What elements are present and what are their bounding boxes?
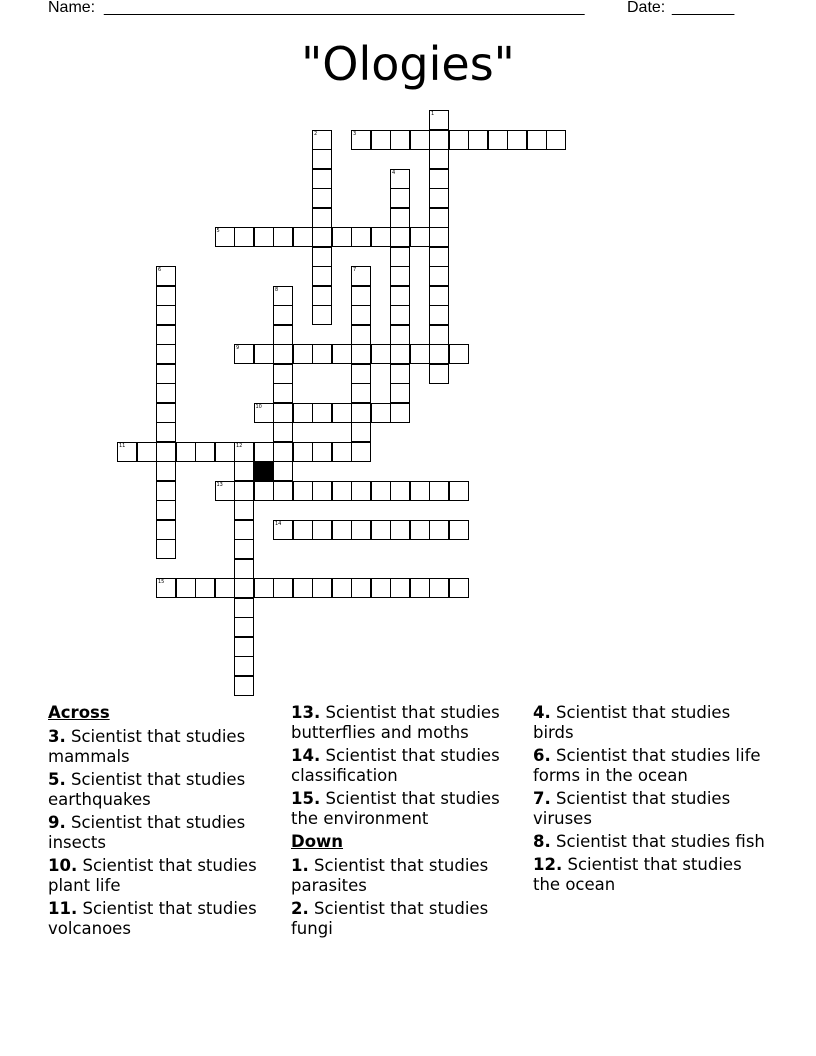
grid-cell[interactable] — [449, 520, 469, 540]
grid-cell[interactable] — [273, 481, 293, 501]
grid-cell[interactable] — [156, 364, 176, 384]
grid-cell[interactable] — [312, 227, 332, 247]
clue-number: 15. — [291, 789, 321, 808]
clue-number-9: 9 — [236, 345, 240, 351]
grid-cell[interactable] — [312, 130, 332, 150]
grid-cell[interactable] — [176, 442, 196, 462]
grid-cell[interactable] — [273, 305, 293, 325]
clue-number-8: 8 — [275, 286, 279, 293]
grid-cell[interactable] — [312, 481, 332, 501]
grid-cell[interactable] — [449, 481, 469, 501]
grid-cell[interactable] — [429, 247, 449, 267]
clues-heading-across: Across — [48, 703, 110, 722]
grid-cell[interactable] — [312, 520, 332, 540]
grid-cell[interactable] — [449, 130, 469, 150]
grid-cell[interactable] — [254, 344, 274, 364]
grid-cell[interactable] — [410, 481, 430, 501]
grid-cell[interactable] — [390, 325, 410, 345]
grid-cell[interactable] — [390, 364, 410, 384]
grid-cell[interactable] — [254, 578, 274, 598]
grid-cell[interactable] — [273, 422, 293, 442]
grid-cell[interactable] — [351, 578, 371, 598]
grid-cell[interactable] — [156, 520, 176, 540]
name-blank-line[interactable]: ______________________________________________________ — [104, 0, 585, 16]
grid-cell[interactable] — [156, 305, 176, 325]
clue-text: Scientist that studies birds — [533, 703, 731, 742]
grid-cell[interactable] — [273, 344, 293, 364]
clue-text: Scientist that studies classification — [291, 746, 500, 785]
grid-cell[interactable] — [156, 461, 176, 481]
grid-cell[interactable] — [390, 169, 410, 189]
grid-cell[interactable] — [234, 637, 254, 657]
grid-cell[interactable] — [312, 578, 332, 598]
grid-cell[interactable] — [156, 286, 176, 306]
grid-cell[interactable] — [312, 149, 332, 169]
grid-cell[interactable] — [215, 442, 235, 462]
grid-cell[interactable] — [293, 403, 313, 423]
grid-cell[interactable] — [156, 422, 176, 442]
grid-cell[interactable] — [293, 520, 313, 540]
grid-cell[interactable] — [156, 266, 176, 286]
clue-item — [48, 813, 284, 853]
grid-cell[interactable] — [273, 461, 293, 481]
clues-column-3 — [533, 703, 769, 898]
grid-cell[interactable] — [390, 266, 410, 286]
grid-cell[interactable] — [254, 442, 274, 462]
grid-cell[interactable] — [371, 403, 391, 423]
grid-cell[interactable] — [254, 403, 274, 423]
grid-cell[interactable] — [449, 578, 469, 598]
grid-cell[interactable] — [273, 383, 293, 403]
clue-number: 9. — [48, 813, 66, 832]
grid-cell[interactable] — [312, 188, 332, 208]
grid-cell[interactable] — [390, 286, 410, 306]
clue-number: 11. — [48, 899, 78, 918]
grid-cell[interactable] — [390, 403, 410, 423]
clue-item — [291, 703, 527, 743]
clues-heading-down: Down — [291, 832, 344, 851]
grid-cell[interactable] — [390, 208, 410, 228]
grid-cell[interactable] — [215, 481, 235, 501]
grid-cell[interactable] — [234, 578, 254, 598]
grid-cell[interactable] — [410, 344, 430, 364]
grid-cell[interactable] — [390, 227, 410, 247]
clue-item — [291, 856, 527, 896]
clue-number: 3. — [48, 727, 66, 746]
grid-cell[interactable] — [546, 130, 566, 150]
grid-cell[interactable] — [293, 481, 313, 501]
clue-number-10: 10 — [255, 403, 262, 410]
clue-number-7: 7 — [353, 267, 357, 273]
grid-cell[interactable] — [429, 481, 449, 501]
grid-cell[interactable] — [429, 325, 449, 345]
grid-cell[interactable] — [390, 247, 410, 267]
clue-text: Scientist that studies butterflies and moths — [291, 703, 500, 742]
grid-cell[interactable] — [351, 520, 371, 540]
grid-cell[interactable] — [234, 344, 254, 364]
grid-cell[interactable] — [234, 539, 254, 559]
grid-cell[interactable] — [234, 442, 254, 462]
grid-cell[interactable] — [371, 520, 391, 540]
grid-cell[interactable] — [429, 266, 449, 286]
grid-cell[interactable] — [410, 578, 430, 598]
grid-cell[interactable] — [312, 208, 332, 228]
grid-cell[interactable] — [429, 149, 449, 169]
grid-cell[interactable] — [429, 169, 449, 189]
clue-number-15: 15 — [158, 579, 165, 585]
grid-cell[interactable] — [234, 500, 254, 520]
grid-cell[interactable] — [429, 110, 449, 130]
grid-cell[interactable] — [332, 344, 352, 364]
clue-text: Scientist that studies insects — [48, 813, 246, 852]
clues-column-2 — [291, 703, 527, 942]
grid-cell[interactable] — [156, 403, 176, 423]
grid-cell[interactable] — [429, 364, 449, 384]
grid-cell[interactable] — [273, 227, 293, 247]
grid-cell[interactable] — [371, 481, 391, 501]
clue-text: Scientist that studies earthquakes — [48, 770, 246, 809]
clue-item — [48, 856, 284, 896]
grid-cell[interactable] — [351, 481, 371, 501]
grid-cell[interactable] — [351, 305, 371, 325]
clue-number-1: 1 — [431, 111, 435, 117]
grid-cell[interactable] — [390, 383, 410, 403]
clue-number-4: 4 — [392, 169, 396, 176]
grid-cell[interactable] — [195, 442, 215, 462]
clue-text: Scientist that studies volcanoes — [48, 899, 257, 938]
grid-cell[interactable] — [215, 578, 235, 598]
grid-cell[interactable] — [429, 305, 449, 325]
clue-item — [48, 770, 284, 810]
clue-number: 7. — [533, 789, 551, 808]
grid-cell[interactable] — [176, 578, 196, 598]
clues-column-1 — [48, 703, 284, 942]
clue-item — [291, 789, 527, 829]
clue-number-11: 11 — [119, 442, 126, 449]
grid-cell[interactable] — [371, 130, 391, 150]
clue-text: Scientist that studies parasites — [291, 856, 489, 895]
grid-cell[interactable] — [312, 286, 332, 306]
grid-cell[interactable] — [293, 344, 313, 364]
grid-cell[interactable] — [293, 442, 313, 462]
clue-number: 2. — [291, 899, 309, 918]
grid-cell[interactable] — [273, 442, 293, 462]
clue-item — [533, 746, 769, 786]
grid-cell[interactable] — [312, 403, 332, 423]
clue-item — [48, 899, 284, 939]
clue-text: Scientist that studies fish — [550, 832, 765, 851]
grid-cell[interactable] — [507, 130, 527, 150]
grid-cell[interactable] — [156, 344, 176, 364]
grid-cell[interactable] — [234, 676, 254, 696]
clue-number-12: 12 — [236, 442, 243, 449]
grid-cell[interactable] — [332, 403, 352, 423]
puzzle-title: "Ologies" — [301, 37, 515, 91]
grid-cell[interactable] — [234, 656, 254, 676]
grid-cell[interactable] — [234, 520, 254, 540]
grid-cell[interactable] — [273, 325, 293, 345]
grid-cell[interactable] — [156, 578, 176, 598]
grid-cell[interactable] — [332, 520, 352, 540]
grid-cell[interactable] — [156, 325, 176, 345]
clue-number: 10. — [48, 856, 78, 875]
clue-item — [533, 703, 769, 743]
grid-cell[interactable] — [156, 539, 176, 559]
clue-number-14: 14 — [275, 520, 282, 527]
clue-number-2: 2 — [314, 130, 318, 137]
grid-cell[interactable] — [312, 305, 332, 325]
grid-cell[interactable] — [234, 598, 254, 618]
grid-cell[interactable] — [351, 442, 371, 462]
clue-item — [533, 789, 769, 829]
grid-cell[interactable] — [410, 130, 430, 150]
grid-cell[interactable] — [312, 247, 332, 267]
clue-item — [291, 746, 527, 786]
grid-cell[interactable] — [449, 344, 469, 364]
grid-cell[interactable] — [254, 227, 274, 247]
clue-text: Scientist that studies mammals — [48, 727, 246, 766]
grid-cell[interactable] — [156, 442, 176, 462]
grid-cell[interactable] — [351, 403, 371, 423]
clue-number: 13. — [291, 703, 321, 722]
clue-number-5: 5 — [216, 228, 220, 234]
clue-number: 14. — [291, 746, 321, 765]
grid-cell[interactable] — [429, 188, 449, 208]
grid-cell[interactable] — [117, 442, 137, 462]
clue-text: Scientist that studies fungi — [291, 899, 489, 938]
grid-cell[interactable] — [332, 578, 352, 598]
grid-cell[interactable] — [371, 578, 391, 598]
grid-cell[interactable] — [429, 286, 449, 306]
grid-cell[interactable] — [390, 130, 410, 150]
grid-cell[interactable] — [371, 344, 391, 364]
clue-number: 8. — [533, 832, 551, 851]
clue-item — [48, 727, 284, 767]
clue-item — [533, 832, 769, 852]
grid-cell[interactable] — [351, 130, 371, 150]
grid-cell[interactable] — [312, 266, 332, 286]
grid-cell[interactable] — [351, 286, 371, 306]
clue-number: 4. — [533, 703, 551, 722]
grid-cell[interactable] — [351, 422, 371, 442]
grid-cell[interactable] — [156, 481, 176, 501]
grid-cell[interactable] — [215, 227, 235, 247]
clue-number-13: 13 — [216, 481, 223, 488]
grid-cell[interactable] — [429, 208, 449, 228]
grid-cell[interactable] — [234, 617, 254, 637]
grid-cell[interactable] — [390, 481, 410, 501]
grid-cell[interactable] — [488, 130, 508, 150]
grid-cell[interactable] — [273, 286, 293, 306]
grid-cell[interactable] — [390, 188, 410, 208]
grid-cell[interactable] — [293, 578, 313, 598]
grid-cell[interactable] — [429, 578, 449, 598]
grid-cell[interactable] — [429, 344, 449, 364]
grid-cell[interactable] — [312, 442, 332, 462]
grid-cell[interactable] — [234, 481, 254, 501]
grid-cell[interactable] — [371, 227, 391, 247]
clue-number: 6. — [533, 746, 551, 765]
grid-cell[interactable] — [390, 305, 410, 325]
grid-cell[interactable] — [254, 481, 274, 501]
grid-cell[interactable] — [390, 520, 410, 540]
grid-cell[interactable] — [390, 344, 410, 364]
name-label: Name: — [48, 0, 96, 16]
date-label: Date: — [627, 0, 666, 16]
grid-cell[interactable] — [312, 344, 332, 364]
grid-cell[interactable] — [468, 130, 488, 150]
clue-number-6: 6 — [158, 267, 162, 273]
grid-cell[interactable] — [351, 325, 371, 345]
grid-cell[interactable] — [156, 383, 176, 403]
date-blank-line[interactable]: _______ — [672, 0, 735, 16]
grid-cell[interactable] — [351, 364, 371, 384]
grid-cell[interactable] — [410, 520, 430, 540]
grid-cell[interactable] — [351, 266, 371, 286]
grid-cell[interactable] — [195, 578, 215, 598]
grid-cell[interactable] — [137, 442, 157, 462]
grid-cell[interactable] — [332, 442, 352, 462]
clue-text: Scientist that studies plant life — [48, 856, 257, 895]
grid-cell[interactable] — [527, 130, 547, 150]
grid-cell[interactable] — [234, 227, 254, 247]
clue-text: Scientist that studies life forms in the ocean — [533, 746, 761, 785]
grid-cell[interactable] — [293, 227, 313, 247]
grid-cell[interactable] — [156, 500, 176, 520]
grid-cell[interactable] — [351, 383, 371, 403]
grid-cell[interactable] — [234, 461, 254, 481]
clue-item — [291, 899, 527, 939]
grid-cell[interactable] — [332, 481, 352, 501]
grid-cell[interactable] — [273, 364, 293, 384]
clue-number: 5. — [48, 770, 66, 789]
clue-text: Scientist that studies the ocean — [533, 855, 742, 894]
grid-cell[interactable] — [273, 520, 293, 540]
grid-cell[interactable] — [273, 578, 293, 598]
clue-item — [533, 855, 769, 895]
clue-text: Scientist that studies viruses — [533, 789, 731, 828]
clue-text: Scientist that studies the environment — [291, 789, 500, 828]
clue-number-3: 3 — [353, 130, 357, 137]
black-square — [254, 461, 274, 481]
grid-cell[interactable] — [351, 227, 371, 247]
grid-cell[interactable] — [429, 227, 449, 247]
clue-number: 1. — [291, 856, 309, 875]
clue-number: 12. — [533, 855, 563, 874]
grid-cell[interactable] — [312, 169, 332, 189]
grid-cell[interactable] — [273, 403, 293, 423]
grid-cell[interactable] — [410, 227, 430, 247]
grid-cell[interactable] — [429, 520, 449, 540]
grid-cell[interactable] — [351, 344, 371, 364]
grid-cell[interactable] — [390, 578, 410, 598]
grid-cell[interactable] — [429, 130, 449, 150]
grid-cell[interactable] — [332, 227, 352, 247]
grid-cell[interactable] — [234, 559, 254, 579]
